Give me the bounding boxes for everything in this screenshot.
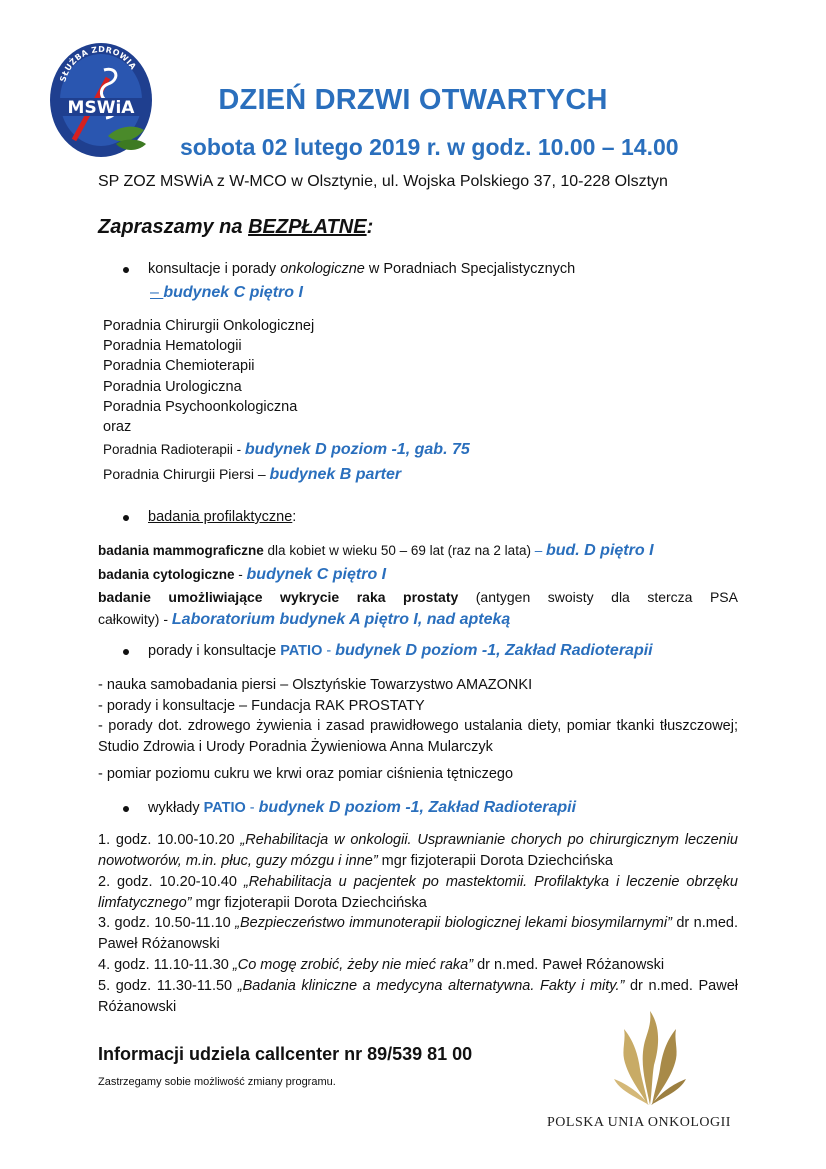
- event-date: sobota 02 lutego 2019 r. w godz. 10.00 – 14.00: [180, 134, 679, 160]
- lecture-item: 5. godz. 11.30-11.50 „Badania kliniczne a medycyna alternatywna. Fakty i mity.” dr n.med. Paweł Różanowski: [98, 978, 738, 1015]
- svg-text:MSWiA: MSWiA: [67, 98, 135, 118]
- svg-text:SŁUŻBA ZDROWIA: SŁUŻBA ZDROWIA: [58, 44, 138, 83]
- clinic-item: oraz: [103, 419, 132, 435]
- section3-bullet: porady i konsultacje PATIO - budynek D poziom -1, Zakład Radioterapii: [148, 642, 653, 659]
- invite-heading: Zapraszamy na BEZPŁATNE:: [98, 216, 374, 238]
- bullet-icon: [123, 515, 129, 521]
- clinic-item: Poradnia Hematologii: [103, 338, 242, 354]
- clinic-item: Poradnia Psychoonkologiczna: [103, 399, 298, 415]
- bullet-icon: [123, 267, 129, 273]
- lecture-item: 1. godz. 10.00-10.20 „Rehabilitacja w onkologii. Usprawnianie chorych po chirurgicznym leczeniu nowotworów, m.in. płuc, guzy mózgu i inne” mgr fizjoterapii Dorota Dziechcińska: [98, 832, 738, 869]
- page-title: DZIEŃ DRZWI OTWARTYCH: [218, 84, 608, 116]
- consult-item: - porady i konsultacje – Fundacja RAK PROSTATY: [98, 698, 425, 714]
- puo-name: POLSKA UNIA ONKOLOGII: [547, 1115, 731, 1130]
- consult-item: - porady dot. zdrowego żywienia i zasad prawidłowego ustalania diety, pomiar tkanki tłuszczowej; Studio Zdrowia i Urody Poradnia Żywieniowa Anna Mularczyk: [98, 718, 738, 755]
- lecture-item: 2. godz. 10.20-10.40 „Rehabilitacja u pacjentek po mastektomii. Profilaktyka i leczenie obrzęku limfatycznego” mgr fizjoterapii Dorota Dziechcińska: [98, 874, 738, 911]
- breast-surgery-clinic: Poradnia Chirurgii Piersi – budynek B parter: [103, 466, 402, 483]
- mammography-line: badania mammograficzne dla kobiet w wieku 50 – 69 lat (raz na 2 lata) – bud. D piętro I: [98, 542, 654, 559]
- section2-bullet: badania profilaktyczne:: [148, 509, 297, 525]
- radiotherapy-clinic: Poradnia Radioterapii - budynek D poziom -1, gab. 75: [103, 441, 470, 458]
- section4-bullet: wykłady PATIO - budynek D poziom -1, Zakład Radioterapii: [148, 799, 577, 816]
- section1-location: – budynek C piętro I: [150, 284, 303, 301]
- psa-line-2: całkowity) - Laboratorium budynek A piętro I, nad apteką: [98, 611, 511, 628]
- program-change-note: Zastrzegamy sobie możliwość zmiany programu.: [98, 1076, 336, 1088]
- bullet-icon: [123, 806, 129, 812]
- section1-bullet: konsultacje i porady onkologiczne w Poradniach Specjalistycznych: [148, 261, 576, 277]
- puo-logo: [610, 1005, 690, 1110]
- psa-line: badanie umożliwiające wykrycie raka prostaty (antygen swoisty dla stercza PSA: [98, 589, 738, 605]
- consult-item: - pomiar poziomu cukru we krwi oraz pomiar ciśnienia tętniczego: [98, 766, 514, 782]
- cytology-line: badania cytologiczne - budynek C piętro I: [98, 566, 387, 583]
- consult-item: - nauka samobadania piersi – Olsztyńskie Towarzystwo AMAZONKI: [98, 677, 533, 693]
- bullet-icon: [123, 649, 129, 655]
- clinic-item: Poradnia Chirurgii Onkologicznej: [103, 318, 315, 334]
- flame-emblem-icon: [610, 1005, 690, 1110]
- lecture-item: 4. godz. 11.10-11.30 „Co mogę zrobić, żeby nie mieć raka” dr n.med. Paweł Różanowski: [98, 957, 665, 973]
- lecture-item: 3. godz. 10.50-11.10 „Bezpieczeństwo immunoterapii biologicznej lekami biosymilarnymi” dr n.med. Paweł Różanowski: [98, 915, 738, 952]
- clinic-item: Poradnia Chemioterapii: [103, 358, 255, 374]
- callcenter-info: Informacji udziela callcenter nr 89/539 81 00: [98, 1044, 473, 1064]
- event-address: SP ZOZ MSWiA z W-MCO w Olsztynie, ul. Wojska Polskiego 37, 10-228 Olsztyn: [98, 173, 668, 190]
- clinic-item: Poradnia Urologiczna: [103, 379, 242, 395]
